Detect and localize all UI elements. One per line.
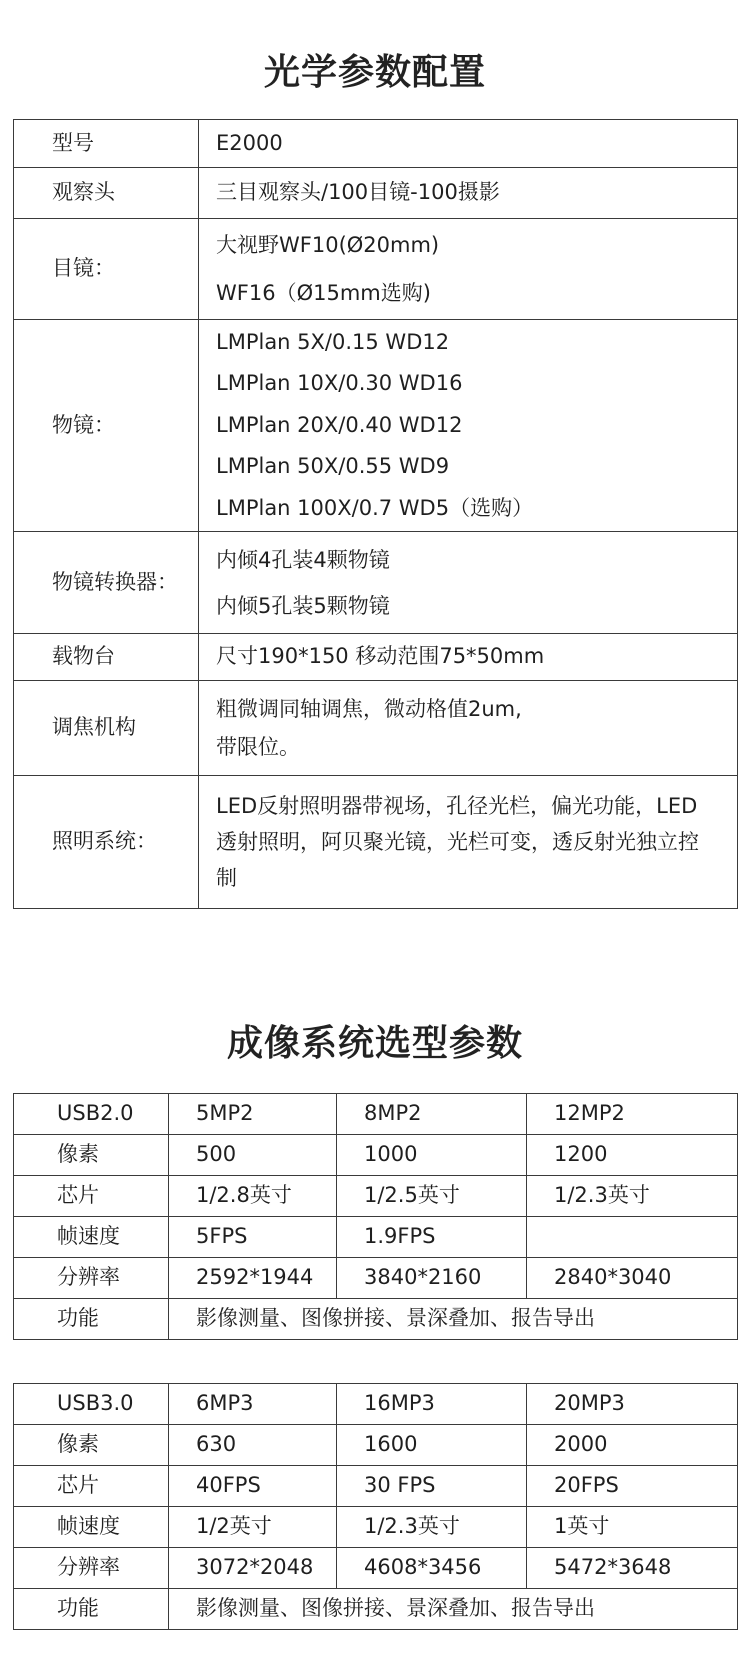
- camera-spec-value: 2840*3040: [527, 1258, 738, 1299]
- camera-spec-row: [14, 1548, 738, 1589]
- optical-value-line: 三目观察头/100目镜-100摄影: [216, 180, 500, 205]
- optical-row: [14, 120, 738, 168]
- optical-value-line: 内倾4孔装4颗物镜: [216, 547, 390, 572]
- camera-spec-value: 5472*3648: [527, 1548, 738, 1589]
- optical-row-value: [199, 320, 738, 532]
- camera-function-value: 影像测量、图像拼接、景深叠加、报告导出: [169, 1589, 738, 1630]
- camera-spec-value: 1/2.8英寸: [169, 1176, 337, 1217]
- optical-row-value: [199, 776, 738, 909]
- camera-spec-value: 1/2.3英寸: [527, 1176, 738, 1217]
- camera-spec-value: 4608*3456: [337, 1548, 527, 1589]
- camera-spec-label: 分辨率: [14, 1548, 169, 1589]
- optical-row-value: [199, 634, 738, 681]
- camera-model: 12MP2: [527, 1094, 738, 1135]
- optical-value-line: 带限位。: [216, 735, 300, 759]
- camera-function-value: 影像测量、图像拼接、景深叠加、报告导出: [169, 1299, 738, 1340]
- camera-function-row: [14, 1299, 738, 1340]
- camera-spec-label: 像素: [14, 1425, 169, 1466]
- usb3-camera-table: [13, 1383, 738, 1630]
- optical-row-value: [199, 532, 738, 634]
- camera-spec-label: 芯片: [14, 1176, 169, 1217]
- optical-value-line: LED反射照明器带视场，孔径光栏，偏光功能，LED: [216, 794, 698, 818]
- camera-spec-label: 芯片: [14, 1466, 169, 1507]
- camera-model: 6MP3: [169, 1384, 337, 1425]
- camera-model: 20MP3: [527, 1384, 738, 1425]
- camera-spec-label: 帧速度: [14, 1507, 169, 1548]
- camera-header-row: [14, 1384, 738, 1425]
- camera-spec-value: 1/2英寸: [169, 1507, 337, 1548]
- optical-value-line: LMPlan 20X/0.40 WD12: [216, 412, 463, 437]
- optical-spec-table: [13, 119, 738, 909]
- optical-row: [14, 320, 738, 532]
- camera-spec-row: [14, 1217, 738, 1258]
- camera-spec-value: 2592*1944: [169, 1258, 337, 1299]
- usb2-camera-table: [13, 1093, 738, 1340]
- optical-value-line: WF16（Ø15mm选购): [216, 281, 431, 305]
- camera-function-row: [14, 1589, 738, 1630]
- optical-row-label: 型号: [14, 120, 199, 168]
- camera-spec-row: [14, 1466, 738, 1507]
- camera-function-label: 功能: [14, 1299, 169, 1340]
- optical-value-line: 制: [216, 866, 237, 890]
- camera-spec-label: 帧速度: [14, 1217, 169, 1258]
- optical-row-value: [199, 681, 738, 776]
- camera-spec-value: 630: [169, 1425, 337, 1466]
- optical-row-label: 目镜：: [14, 219, 199, 320]
- optical-row: [14, 634, 738, 681]
- optical-value-line: LMPlan 50X/0.55 WD9: [216, 454, 450, 479]
- optical-value-line: LMPlan 100X/0.7 WD5（选购）: [216, 495, 534, 520]
- camera-spec-value: 5FPS: [169, 1217, 337, 1258]
- optical-row-label: 观察头: [14, 168, 199, 219]
- optical-row: [14, 681, 738, 776]
- camera-interface-label: USB2.0: [14, 1094, 169, 1135]
- camera-spec-row: [14, 1176, 738, 1217]
- camera-spec-value: 3072*2048: [169, 1548, 337, 1589]
- optical-row-label: 载物台: [14, 634, 199, 681]
- camera-spec-row: [14, 1258, 738, 1299]
- camera-spec-value: 1.9FPS: [337, 1217, 527, 1258]
- camera-spec-label: 像素: [14, 1135, 169, 1176]
- optical-row: [14, 168, 738, 219]
- camera-header-row: [14, 1094, 738, 1135]
- optical-title: 光学参数配置: [263, 52, 486, 93]
- camera-spec-value: [527, 1217, 738, 1258]
- camera-spec-row: [14, 1135, 738, 1176]
- optical-row-value: [199, 168, 738, 219]
- camera-spec-value: 20FPS: [527, 1466, 738, 1507]
- camera-spec-value: 1000: [337, 1135, 527, 1176]
- camera-spec-value: 1英寸: [527, 1507, 738, 1548]
- optical-value-line: 大视野WF10(Ø20mm): [216, 233, 440, 257]
- camera-spec-value: 40FPS: [169, 1466, 337, 1507]
- camera-spec-value: 30 FPS: [337, 1466, 527, 1507]
- camera-spec-row: [14, 1425, 738, 1466]
- optical-value-line: E2000: [216, 130, 283, 155]
- optical-row-label: 物镜转换器：: [14, 532, 199, 634]
- camera-function-label: 功能: [14, 1589, 169, 1630]
- camera-spec-row: [14, 1507, 738, 1548]
- optical-value-line: 尺寸190*150 移动范围75*50mm: [216, 644, 545, 669]
- camera-model: 8MP2: [337, 1094, 527, 1135]
- camera-spec-label: 分辨率: [14, 1258, 169, 1299]
- camera-model: 5MP2: [169, 1094, 337, 1135]
- optical-row-value: [199, 219, 738, 320]
- optical-row-value: [199, 120, 738, 168]
- optical-row: [14, 776, 738, 909]
- camera-model: 16MP3: [337, 1384, 527, 1425]
- camera-interface-label: USB3.0: [14, 1384, 169, 1425]
- optical-value-line: LMPlan 5X/0.15 WD12: [216, 329, 450, 354]
- camera-spec-value: 500: [169, 1135, 337, 1176]
- camera-spec-value: 1/2.5英寸: [337, 1176, 527, 1217]
- camera-spec-value: 1200: [527, 1135, 738, 1176]
- optical-value-line: 粗微调同轴调焦，微动格值2um,: [216, 697, 522, 721]
- camera-spec-value: 1600: [337, 1425, 527, 1466]
- imaging-title: 成像系统选型参数: [226, 1023, 523, 1064]
- camera-spec-value: 3840*2160: [337, 1258, 527, 1299]
- optical-row-label: 物镜：: [14, 320, 199, 532]
- camera-spec-value: 2000: [527, 1425, 738, 1466]
- optical-row-label: 调焦机构: [14, 681, 199, 776]
- camera-spec-value: 1/2.3英寸: [337, 1507, 527, 1548]
- optical-row: [14, 219, 738, 320]
- optical-row: [14, 532, 738, 634]
- optical-value-line: 透射照明，阿贝聚光镜，光栏可变，透反射光独立控: [216, 830, 699, 854]
- optical-value-line: LMPlan 10X/0.30 WD16: [216, 371, 463, 396]
- optical-row-label: 照明系统：: [14, 776, 199, 909]
- optical-value-line: 内倾5孔装5颗物镜: [216, 593, 390, 618]
